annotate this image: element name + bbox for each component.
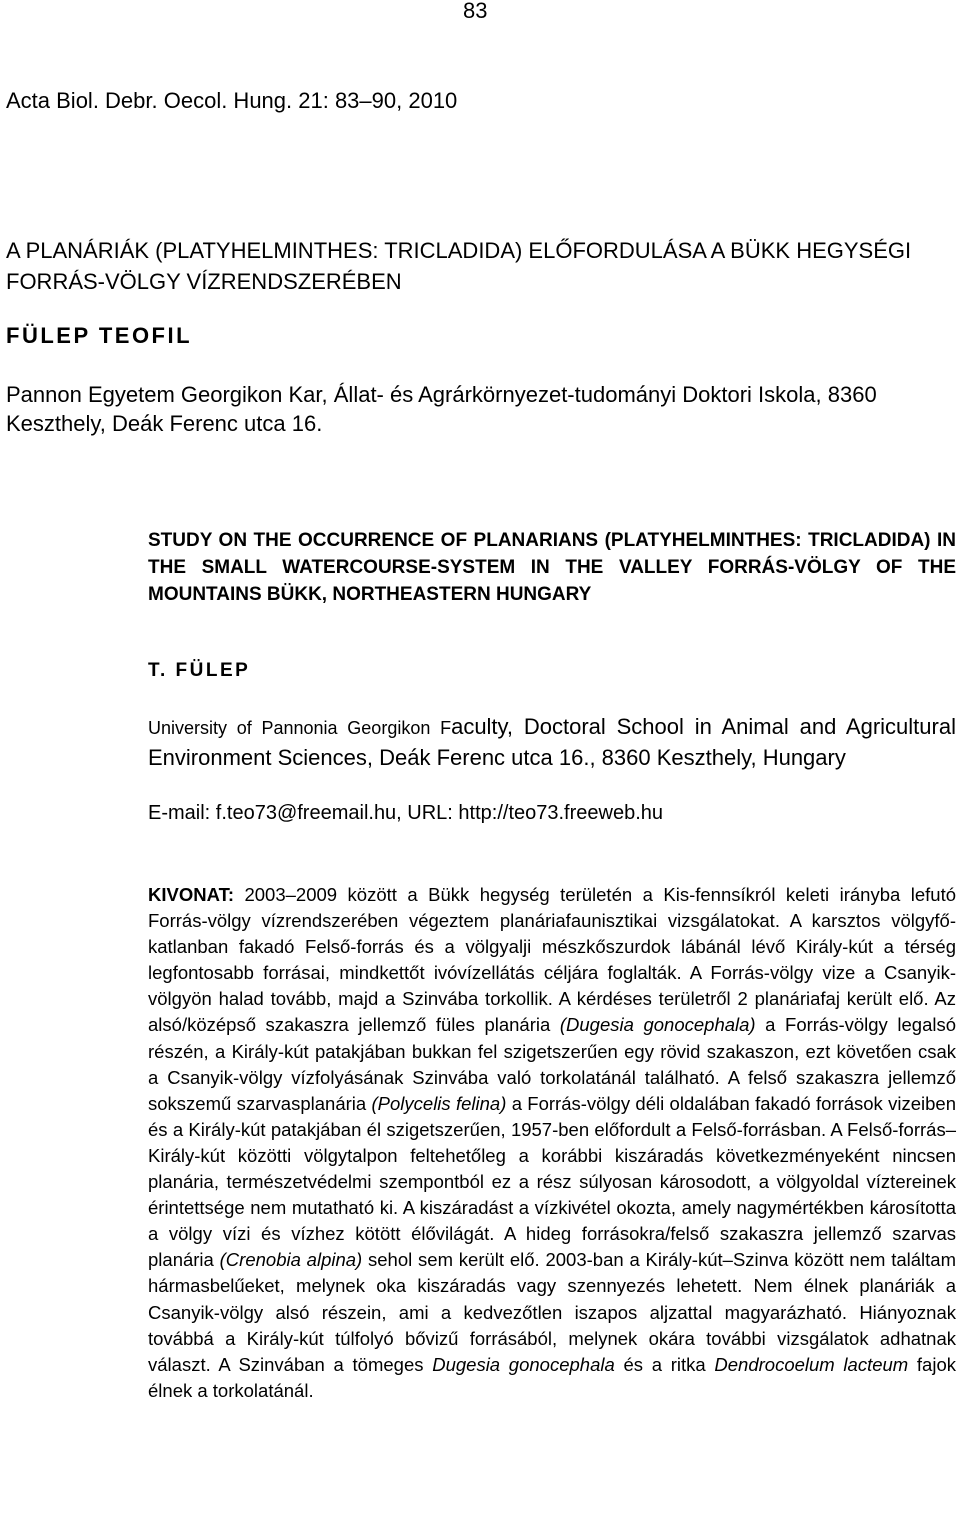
contact-line: E-mail: f.teo73@freemail.hu, URL: http://teo73.freeweb.hu [148, 802, 664, 824]
hungarian-title: A PLANÁRIÁK (PLATYHELMINTHES: TRICLADIDA) ELŐFORDULÁSA A BÜKK HEGYSÉGI FORRÁS-VÖLGY VÍZRENDSZERÉBEN [6, 238, 912, 294]
abstract-text-2: a Forrás-völgy legalsó részén, a Király-kút patakjában bukkan fel szigetszerűen egy rövid szakaszon, ezt követően csak a Csanyik-völgy vízfolyásának Szinvába való torkolatánál található. A felső szakaszra jellemző sokszemű szarvasplanária [148, 1014, 957, 1114]
english-title: STUDY ON THE OCCURRENCE OF PLANARIANS (PLATYHELMINTHES: TRICLADIDA) IN THE SMALL WATERCOURSE-SYSTEM IN THE VALLEY FORRÁS-VÖLGY OF THE MOUNTAINS BÜKK, NORTHEASTERN HUNGARY [148, 530, 956, 605]
hungarian-author: FÜLEP TEOFIL [6, 323, 193, 348]
species-dugesia: (Dugesia gonocephala) [559, 1014, 756, 1036]
abstract [148, 882, 956, 1404]
abstract-label: KIVONAT: [148, 884, 234, 905]
species-crenobia: (Crenobia alpina) [219, 1249, 363, 1271]
page-number: 83 [463, 0, 488, 23]
english-author: T. FÜLEP [148, 660, 251, 681]
abstract-text-3: a Forrás-völgy déli oldalában fakadó források vizeiben és a Király-kút patakjában él szigetszerűen, 1957-ben előfordult a Felső-forrásban. A Felső-forrás–Király-kút közötti völgytalpon feltehetőleg a korábbi kiszáradás következményeként nincsen planária, természetvédelmi szempontból ez a rész súlyosan károsodott, a völgyoldal víztereinek érintettsége nem mutatható ki. A kiszáradást a vízkivétel okozta, amely nagymértékben károsította a völgy vízi és vízhez kötött élővilágát. A hideg forrásokra/felső szakaszra jellemző szarvas planária [148, 1092, 957, 1271]
english-affiliation-part2: aculty, Doctoral School in Animal and Agricultural Environment Sciences, Deák Ferenc utca 16., 8360 Keszthely, Hungary [148, 714, 956, 770]
species-polycelis: (Polycelis felina) [371, 1092, 507, 1114]
abstract-text-6: fajok élnek a torkolatánál. [148, 1353, 956, 1401]
english-affiliation-part1: University of Pannonia Georgikon F [148, 718, 452, 738]
species-dendrocoelum: Dendrocoelum lacteum [714, 1353, 909, 1375]
hungarian-affiliation: Pannon Egyetem Georgikon Kar, Állat- és Agrárkörnyezet-tudományi Doktori Iskola, 8360 Keszthely, Deák Ferenc utca 16. [6, 382, 877, 436]
abstract-text-5: és a ritka [614, 1353, 715, 1375]
species-dugesia-2: Dugesia gonocephala [432, 1353, 615, 1375]
abstract-text-4: sehol sem került elő. 2003-ban a Király-kút–Szinva között nem találtam hármasbelűeket, melynek oka kiszáradás vagy szennyezés lehetett. Nem élnek planáriák a Csanyik-völgy alsó részein, ami a kedvezőtlen iszapos aljzattal magyarázható. Hiányoznak továbbá a Király-kút túlfolyó bővizű forrásából, melynek okára további vizsgálatok adhatnak választ. A Szinvában a tömeges [148, 1249, 956, 1375]
abstract-text-1: 2003–2009 között a Bükk hegység területén a Kis-fennsíkról keleti irányba lefutó Forrás-völgy vízrendszerében végeztem planáriafaunisztikai vizsgálatokat. A karsztos völgyfő-katlanban fakadó Felső-forrás és a völgyalji mészkőszurdok lábánál lévő Király-kút a térség legfontosabb forrásai, mindkettőt ivóvízellátás céljára foglalták. A Forrás-völgy vize a Csanyik-völgyön halad tovább, majd a Szinvába torkollik. A kérdéses területről 2 planáriafaj került elő. Az alsó/középső szakaszra jellemző füles planária [148, 884, 956, 1036]
journal-citation: Acta Biol. Debr. Oecol. Hung. 21: 83–90, 2010 [6, 88, 458, 113]
english-affiliation [148, 712, 956, 773]
